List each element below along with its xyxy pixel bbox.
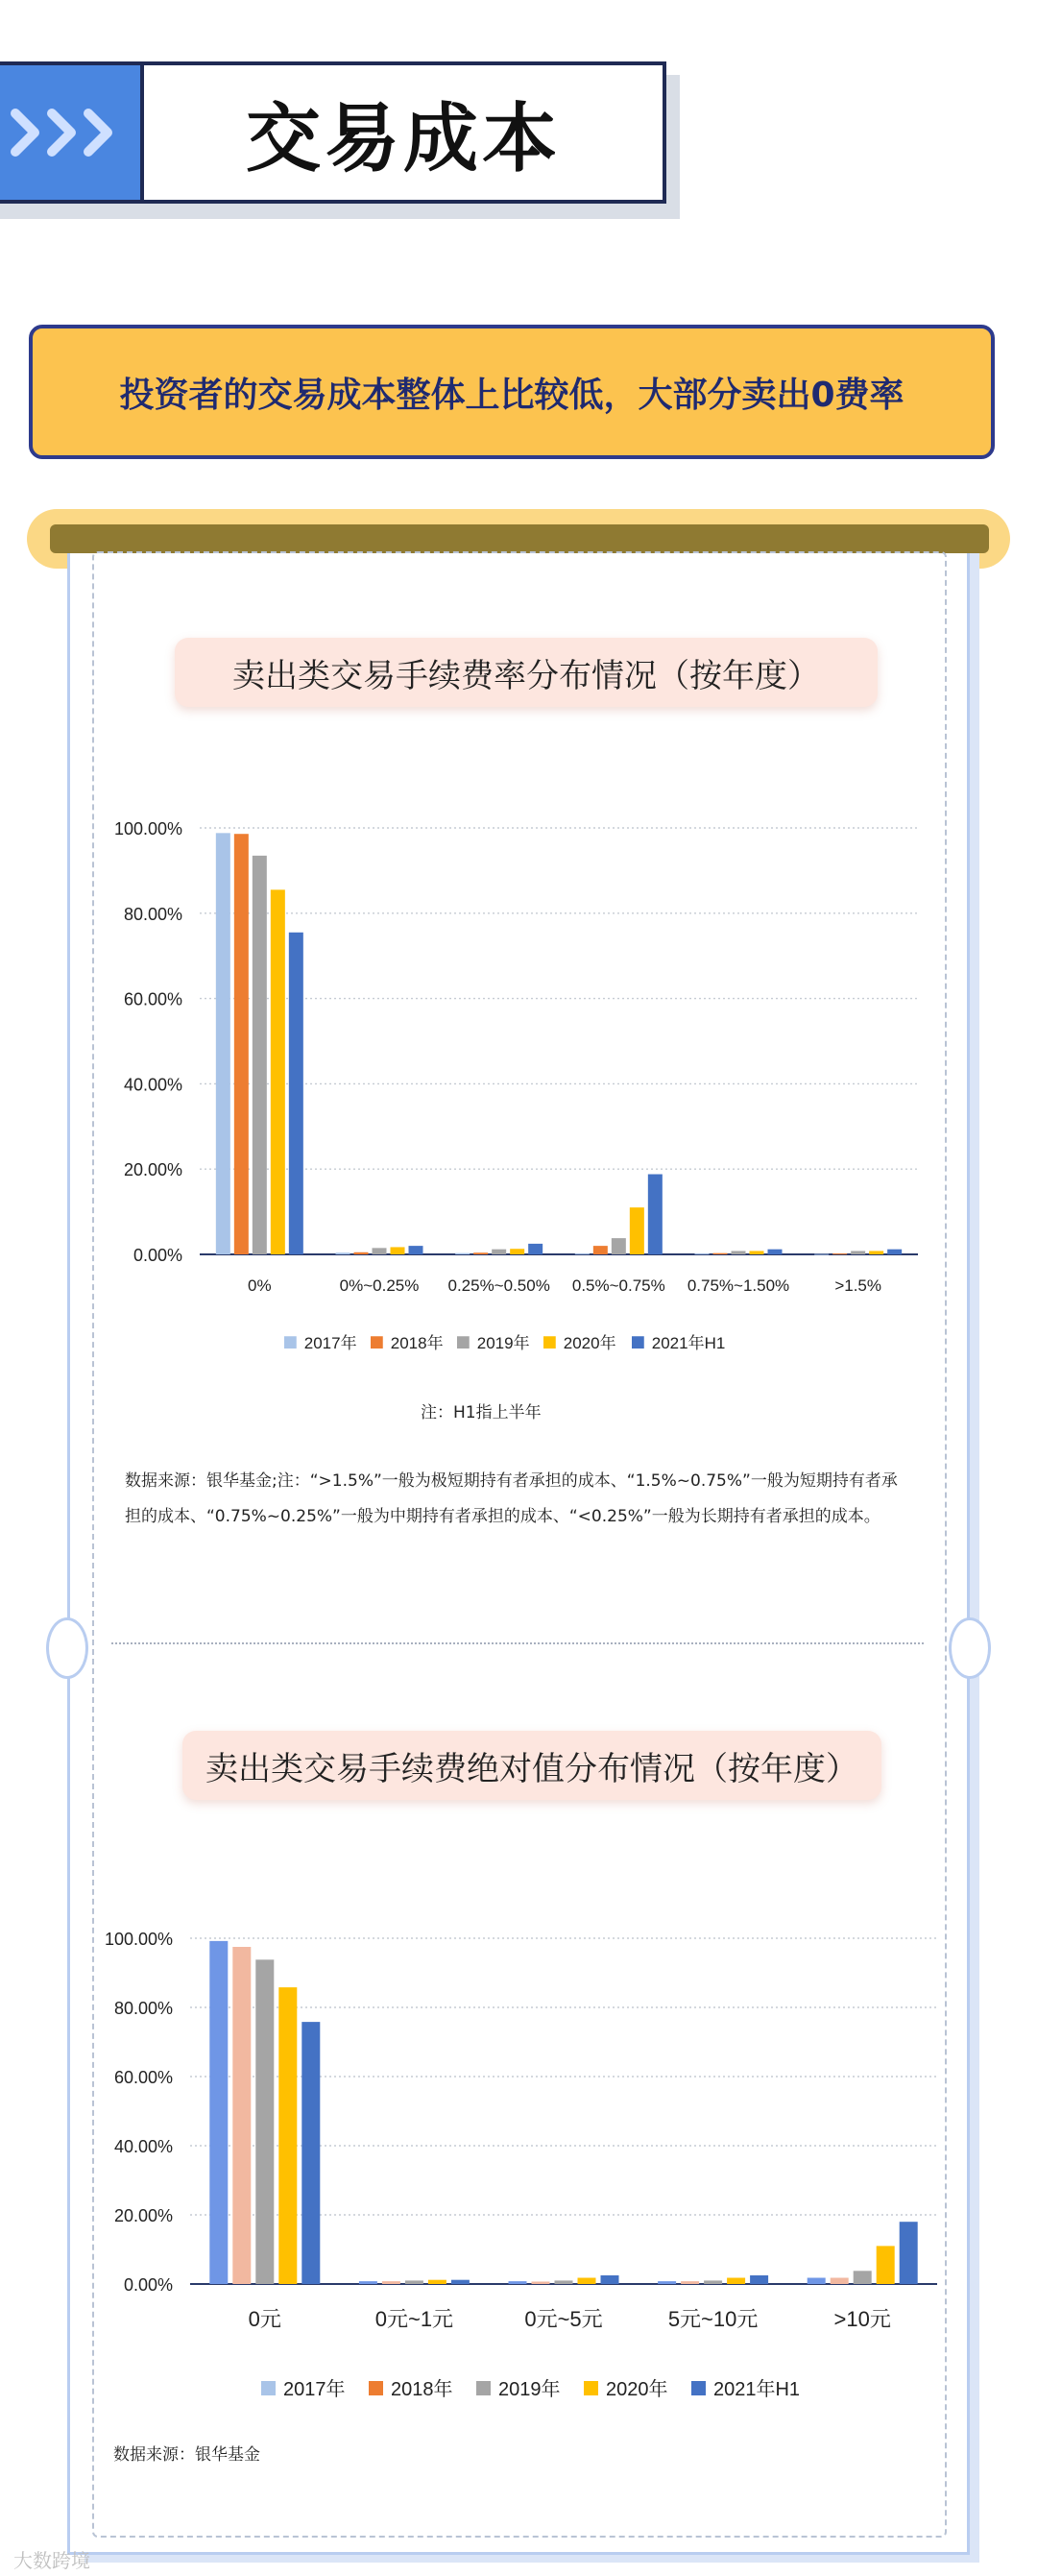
legend-swatch [691,2381,706,2395]
legend-swatch [369,2381,383,2395]
bar [900,2222,918,2284]
summary-banner: 投资者的交易成本整体上比较低，大部分卖出0费率 [29,325,995,459]
page-title: 交易成本 [245,96,561,182]
bar [492,1250,506,1254]
bar [851,1251,865,1254]
legend-label: 2020年 [563,1334,616,1352]
bar [532,2281,550,2284]
bar [253,856,267,1254]
bar [382,2281,400,2284]
chart1-note: 注：H1指上半年 [421,1403,542,1422]
bar [455,1253,470,1254]
bar [713,1253,728,1254]
bar [391,1247,405,1254]
scroll-rod-inner [50,524,989,553]
bar [359,2281,377,2284]
x-tick-label: 0% [248,1276,272,1295]
bar [831,2278,849,2284]
bar [209,1941,228,2284]
card-notch-left [46,1617,88,1679]
legend-label: 2019年 [498,2379,561,2400]
x-tick-label: 0元~1元 [374,2307,454,2331]
bar [336,1252,350,1254]
y-tick-label: 80.00% [113,1999,173,2018]
bar [278,1987,297,2284]
bar [681,2281,699,2284]
bar [255,1959,274,2284]
bar [648,1175,663,1254]
legend-swatch [632,1336,644,1349]
x-tick-label: >1.5% [834,1276,882,1295]
bar [832,1253,847,1254]
legend-swatch [476,2381,491,2395]
bar [234,834,249,1254]
legend-label: 2019年 [476,1334,530,1352]
bar [887,1250,902,1254]
chart1-fee-rate-bar-chart [92,797,937,1354]
chart2-fee-amount-bar-chart [92,1883,937,2401]
bar [869,1251,883,1254]
bar [768,1250,783,1254]
bar [216,833,230,1254]
x-tick-label: 0%~0.25% [339,1276,420,1295]
bar [271,889,285,1254]
x-tick-label: >10元 [833,2307,891,2331]
legend-swatch [543,1336,556,1349]
bar [354,1252,369,1254]
bar [750,2275,768,2284]
legend-swatch [457,1336,470,1349]
y-tick-label: 0.00% [123,2275,173,2295]
chart2-title: 卖出类交易手续费绝对值分布情况（按年度） [182,1731,881,1800]
bar [510,1249,524,1254]
bar [877,2246,895,2284]
y-tick-label: 80.00% [123,904,182,924]
bar [695,1253,710,1254]
bar [373,1248,387,1254]
bar [808,2278,826,2284]
bar [575,1253,590,1254]
bar [289,933,303,1254]
legend-swatch [284,1336,297,1349]
bar [301,2022,320,2284]
x-tick-label: 0.5%~0.75% [571,1276,665,1295]
legend-label: 2018年 [391,2379,453,2400]
x-tick-label: 0元 [248,2307,281,2331]
bar [704,2280,722,2284]
bar [232,1947,251,2284]
chart2-source: 数据来源：银华基金 [113,2445,260,2465]
bar [727,2278,745,2284]
chart1-title: 卖出类交易手续费率分布情况（按年度） [175,638,878,707]
legend-label: 2017年 [283,2379,346,2400]
bar [555,2280,573,2284]
legend-label: 2021年H1 [713,2379,801,2400]
x-tick-label: 0.25%~0.50% [447,1276,550,1295]
bar [630,1207,644,1254]
banner-accent [0,65,144,200]
bar [451,2280,470,2284]
bar [601,2275,619,2284]
section-banner [0,61,666,204]
card-notch-right [949,1617,991,1679]
bar [612,1238,626,1254]
section-divider [111,1642,924,1644]
y-tick-label: 100.00% [113,819,182,838]
bar [428,2280,446,2284]
bar [405,2280,423,2284]
x-tick-label: 0元~5元 [524,2307,603,2331]
bar [473,1252,488,1254]
triple-chevron-right-icon [0,65,140,200]
watermark: 大数跨境 [13,2549,90,2572]
y-tick-label: 20.00% [113,2206,173,2225]
y-tick-label: 20.00% [123,1160,182,1180]
y-tick-label: 0.00% [133,1246,182,1265]
bar [750,1251,764,1254]
bar [658,2281,676,2284]
bar [409,1246,423,1254]
bar [528,1244,543,1254]
bar [593,1246,608,1254]
chart1-source: 数据来源：银华基金;注：“>1.5%”一般为极短期持有者承担的成本、“1.5%~0.75%”一般为短期持有者承担的成本、“0.75%~0.25%”一般为中期持有者承担的成本、“<0.25%”一般为长期持有者承担的成本。 [125,1471,898,1526]
y-tick-label: 60.00% [113,2068,173,2087]
legend-swatch [584,2381,598,2395]
x-tick-label: 5元~10元 [667,2307,759,2331]
legend-label: 2017年 [303,1334,357,1352]
bar [814,1254,829,1255]
bar [509,2281,527,2284]
legend-label: 2020年 [606,2379,668,2400]
y-tick-label: 100.00% [104,1930,173,1949]
bar [854,2271,872,2284]
bar [578,2278,596,2284]
legend-swatch [261,2381,276,2395]
y-tick-label: 40.00% [113,2137,173,2156]
y-tick-label: 60.00% [123,989,182,1009]
x-tick-label: 0.75%~1.50% [687,1276,790,1295]
legend-label: 2021年H1 [651,1334,726,1352]
bar [732,1251,746,1254]
legend-swatch [371,1336,383,1349]
y-tick-label: 40.00% [123,1075,182,1095]
legend-label: 2018年 [390,1334,444,1352]
